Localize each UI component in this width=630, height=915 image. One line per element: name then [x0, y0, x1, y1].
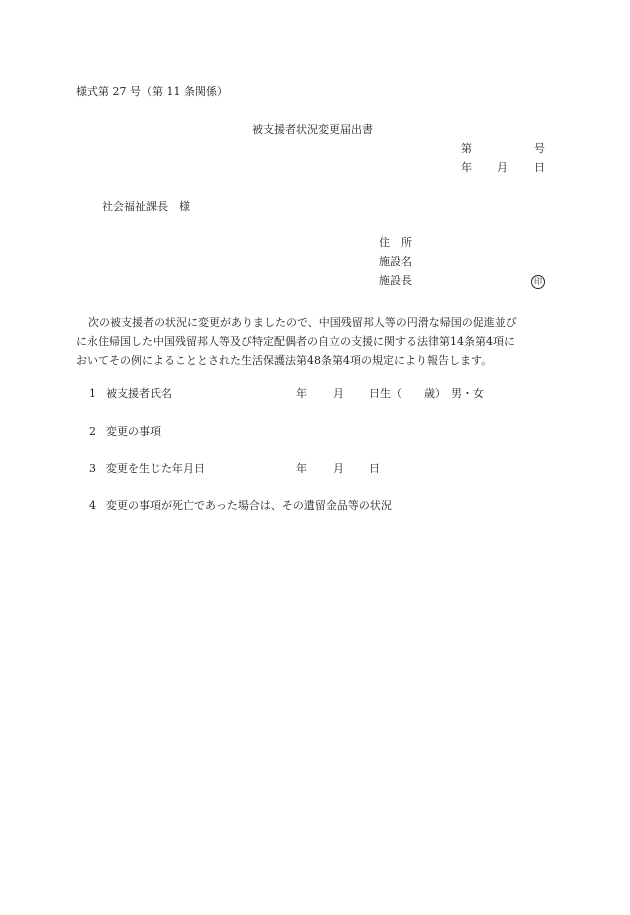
body-paragraph — [76, 313, 556, 370]
addressee: 社会福祉課長 様 — [102, 200, 190, 213]
address-label: 住 所 — [379, 236, 412, 249]
body-line: 次の被支援者の状況に変更がありましたので、中国残留邦人等の円滑な帰国の促進並び — [88, 316, 517, 329]
item-label-name: 被支援者氏名 — [106, 387, 172, 400]
item-number: 2 — [89, 425, 96, 438]
sex-choice: 男・女 — [451, 387, 484, 400]
change-year: 年 — [296, 462, 307, 475]
birth-year: 年 — [296, 387, 307, 400]
date-day: 日 — [534, 161, 545, 174]
facility-head-label: 施設長 — [379, 274, 412, 287]
doc-number-suffix: 号 — [534, 142, 545, 155]
date-month: 月 — [497, 161, 508, 174]
change-day: 日 — [369, 462, 380, 475]
item-label-change-date: 変更を生じた年月日 — [106, 462, 205, 475]
seal-mark — [531, 274, 545, 289]
body-line: に永住帰国した中国残留邦人等及び特定配偶者の自立の支援に関する法律第14条第4項に — [76, 335, 515, 348]
seal-circle: 印 — [531, 275, 545, 289]
birth-day-age: 日生（ 歳） — [369, 387, 446, 400]
item-label-change: 変更の事項 — [106, 425, 161, 438]
doc-number-prefix: 第 — [461, 142, 472, 155]
body-line: おいてその例によることとされた生活保護法第48条第4項の規定により報告します。 — [76, 354, 493, 367]
facility-name-label: 施設名 — [379, 255, 412, 268]
item-label-estate: 変更の事項が死亡であった場合は、その遺留金品等の状況 — [106, 499, 392, 512]
item-number: 1 — [89, 387, 96, 400]
item-number: 4 — [89, 499, 96, 512]
date-year: 年 — [461, 161, 472, 174]
document-title: 被支援者状況変更届出書 — [252, 123, 373, 136]
form-number: 様式第 27 号（第 11 条関係） — [76, 85, 228, 98]
change-month: 月 — [333, 462, 344, 475]
item-number: 3 — [89, 462, 96, 475]
birth-month: 月 — [333, 387, 344, 400]
